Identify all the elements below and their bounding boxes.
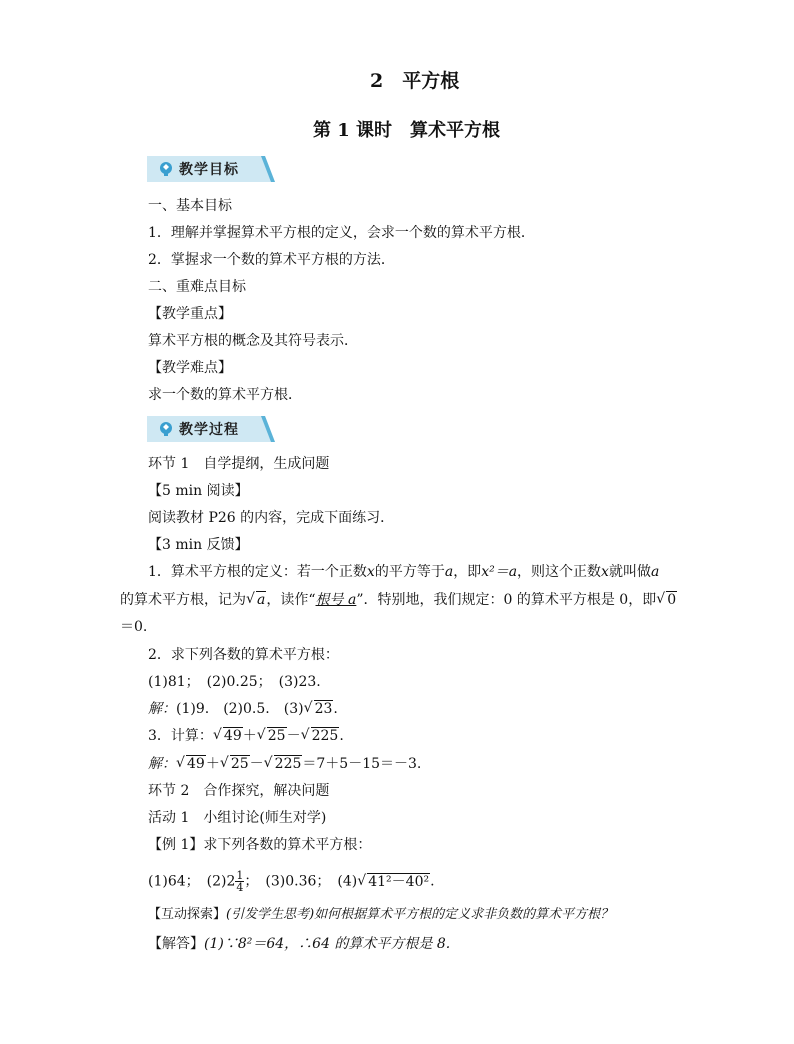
lesson-title: 第 1 课时 算术平方根 — [313, 120, 501, 141]
goals-banner — [147, 156, 275, 182]
item-text: ； (3)0.36； (4) — [244, 873, 358, 890]
item-text: (1)64； (2)2 — [148, 873, 236, 890]
goal-item-1: 1．理解并掌握算术平方根的定义，会求一个数的算术平方根． — [148, 225, 535, 241]
explore-line — [148, 905, 613, 925]
focus-text: 算术平方根的概念及其符号表示． — [148, 333, 358, 349]
example-tag: 【例 1】 — [148, 837, 204, 853]
def-text: 就叫做 — [608, 564, 651, 580]
equation: x²＝a — [481, 564, 518, 580]
difficulty-tag: 【教学难点】 — [148, 360, 232, 376]
def-text: ，读作“ — [266, 592, 316, 608]
radical-a: √ a — [246, 591, 266, 608]
read-as: 根号 a — [315, 592, 357, 608]
read-tag: 【5 min 阅读】 — [148, 483, 249, 499]
var-a: a — [650, 564, 660, 580]
definition-line-2 — [120, 590, 677, 610]
def-text: 的平方等于 — [374, 564, 445, 580]
def-text: 1．算术平方根的定义：若一个正数 — [148, 564, 367, 580]
example-1-items — [148, 870, 435, 893]
radical-23: √ 23 — [303, 700, 333, 717]
solution-result: ＝7＋5－15＝－3. — [302, 756, 422, 772]
question-2-solution: 解：(1)9. (2)0.5. (3) √ 23. — [148, 700, 338, 717]
var-x: x — [366, 564, 375, 580]
fraction-one-quarter: $\frac{1}{4}$ — [236, 869, 244, 894]
var-x: x — [601, 564, 609, 580]
section-title: 2 平方根 — [370, 70, 460, 92]
example-1 — [148, 835, 371, 855]
question-3: 3．计算： √ 49＋ √ 25－ √ 225. — [148, 727, 344, 744]
step-2-heading: 环节 2 合作探究，解决问题 — [148, 783, 330, 799]
definition-line-3: ＝0. — [120, 619, 148, 635]
question-2-items: (1)81； (2)0.25； (3)23. — [148, 674, 321, 690]
basic-goals-heading: 一、基本目标 — [148, 198, 232, 214]
radical-41-40: √ 41²－40² — [357, 872, 430, 890]
read-text: 阅读教材 P26 的内容，完成下面练习． — [148, 510, 395, 526]
solution-tag: 解： — [148, 701, 176, 717]
explore-tag: 【互动探索】 — [148, 907, 227, 922]
goal-item-2: 2．掌握求一个数的算术平方根的方法． — [148, 252, 395, 268]
question-2: 2．求下列各数的算术平方根： — [148, 647, 339, 663]
focus-tag: 【教学重点】 — [148, 306, 232, 322]
step-1-heading: 环节 1 自学提纲，生成问题 — [148, 456, 330, 472]
def-text: ，则这个正数 — [517, 564, 602, 580]
example-text: 求下列各数的算术平方根： — [203, 837, 372, 853]
q3-label: 3．计算： — [148, 728, 213, 744]
question-3-solution: 解： √ 49＋ √ 25－ √ 225＝7＋5－15＝－3. — [148, 755, 422, 772]
var-a: a — [444, 564, 454, 580]
answer-tag: 【解答】 — [148, 936, 204, 952]
def-text: 的算术平方根，记为 — [120, 592, 246, 608]
feedback-tag: 【3 min 反馈】 — [148, 537, 249, 553]
radical-225: √ 225 — [263, 755, 302, 772]
def-text: ”．特别地，我们规定：0 的算术平方根是 0，即 — [356, 592, 657, 608]
goals-banner-label: 教学目标 — [179, 162, 239, 178]
radical-49: √ 49 — [212, 727, 242, 744]
period: . — [430, 873, 435, 890]
solution-text: (1)9. (2)0.5. (3) — [176, 701, 304, 717]
trophy-icon — [158, 421, 174, 437]
definition-line-1 — [148, 562, 659, 582]
process-banner — [147, 416, 275, 442]
radical-zero: √ 0 — [656, 591, 677, 608]
radical-25: √ 25 — [256, 727, 286, 744]
answer-line — [148, 934, 450, 954]
difficulty-text: 求一个数的算术平方根． — [148, 387, 302, 403]
process-banner-label: 教学过程 — [179, 422, 239, 438]
solution-tag: 解： — [148, 756, 176, 772]
activity-heading: 活动 1 小组讨论(师生对学) — [148, 810, 327, 826]
radical-25: √ 25 — [219, 755, 249, 772]
answer-text: (1)∵8²＝64，∴64 的算术平方根是 8. — [204, 936, 451, 952]
explore-text: (引发学生思考)如何根据算术平方根的定义求非负数的算术平方根？ — [226, 907, 614, 922]
key-goals-heading: 二、重难点目标 — [148, 279, 246, 295]
def-text: ，即 — [453, 564, 482, 580]
radical-225: √ 225 — [300, 727, 339, 744]
period: . — [339, 728, 344, 744]
radical-49: √ 49 — [176, 755, 205, 772]
trophy-icon — [158, 161, 174, 177]
